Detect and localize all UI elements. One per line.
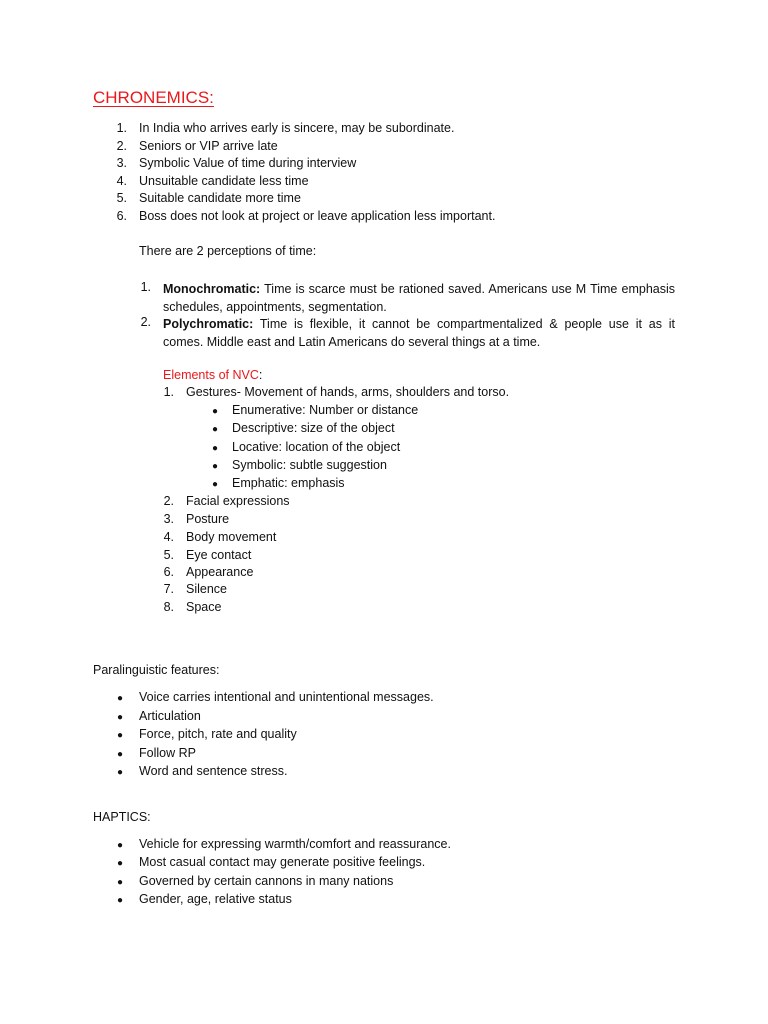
bullet-icon: ● — [116, 840, 124, 851]
list-number: 3. — [116, 156, 127, 170]
list-item: Boss does not look at project or leave application less important. — [139, 209, 496, 223]
haptics-heading: HAPTICS: — [93, 810, 151, 824]
perception-term: Monochromatic: — [163, 282, 261, 296]
paralinguistic-heading: Paralinguistic features: — [93, 663, 220, 677]
list-number: 7. — [163, 582, 174, 596]
list-number: 3. — [163, 512, 174, 526]
list-item: Eye contact — [186, 548, 252, 562]
list-number: 2. — [163, 494, 174, 508]
gesture-type: Symbolic: subtle suggestion — [232, 458, 387, 472]
list-item: Articulation — [139, 709, 201, 723]
list-number: 5. — [163, 548, 174, 562]
list-item: Space — [186, 600, 222, 614]
list-item: Voice carries intentional and unintentional messages. — [139, 690, 434, 704]
list-number: 1. — [163, 385, 174, 399]
list-item: Follow RP — [139, 746, 196, 760]
list-item: Suitable candidate more time — [139, 191, 301, 205]
bullet-icon: ● — [211, 461, 219, 472]
gesture-type: Descriptive: size of the object — [232, 421, 395, 435]
list-item: Most casual contact may generate positive feelings. — [139, 855, 426, 869]
list-number: 1. — [116, 121, 127, 135]
list-number: 8. — [163, 600, 174, 614]
list-number: 4. — [116, 174, 127, 188]
list-item: Symbolic Value of time during interview — [139, 156, 357, 170]
list-item: Gestures- Movement of hands, arms, shoulders and torso. — [186, 385, 510, 399]
nvc-heading-text: Elements of NVC — [163, 368, 259, 382]
bullet-icon: ● — [211, 424, 219, 435]
list-number: 6. — [163, 565, 174, 579]
list-number: 2. — [140, 315, 151, 329]
bullet-icon: ● — [211, 479, 219, 490]
bullet-icon: ● — [116, 877, 124, 888]
list-number: 2. — [116, 139, 127, 153]
list-item: Appearance — [186, 565, 254, 579]
perceptions-intro: There are 2 perceptions of time: — [139, 244, 317, 258]
bullet-icon: ● — [116, 730, 124, 741]
bullet-icon: ● — [116, 858, 124, 869]
gesture-type: Emphatic: emphasis — [232, 476, 345, 490]
bullet-icon: ● — [116, 895, 124, 906]
bullet-icon: ● — [116, 749, 124, 760]
perception-polychromatic — [163, 315, 675, 351]
list-item: Body movement — [186, 530, 277, 544]
perception-monochromatic — [163, 280, 675, 316]
list-item: Governed by certain cannons in many nations — [139, 874, 394, 888]
bullet-icon: ● — [211, 443, 219, 454]
list-item: In India who arrives early is sincere, may be subordinate. — [139, 121, 455, 135]
nvc-heading — [163, 368, 262, 382]
perception-text: Time is flexible, it cannot be compartmentalized & people use it as it comes. Middle east and Latin Americans do several things at a time. — [163, 317, 675, 349]
list-item: Force, pitch, rate and quality — [139, 727, 297, 741]
list-number: 6. — [116, 209, 127, 223]
list-item: Unsuitable candidate less time — [139, 174, 309, 188]
list-item: Gender, age, relative status — [139, 892, 292, 906]
page-title: CHRONEMICS: — [93, 88, 214, 107]
bullet-icon: ● — [211, 406, 219, 417]
list-item: Seniors or VIP arrive late — [139, 139, 278, 153]
nvc-heading-colon: : — [258, 368, 263, 382]
list-number: 1. — [140, 280, 151, 294]
perception-text: Time is scarce must be rationed saved. Americans use M Time emphasis schedules, appointments, segmentation. — [163, 282, 675, 314]
gesture-type: Locative: location of the object — [232, 440, 401, 454]
list-item: Word and sentence stress. — [139, 764, 288, 778]
list-item: Silence — [186, 582, 227, 596]
list-item: Facial expressions — [186, 494, 290, 508]
perception-term: Polychromatic: — [163, 317, 254, 331]
bullet-icon: ● — [116, 693, 124, 704]
bullet-icon: ● — [116, 767, 124, 778]
bullet-icon: ● — [116, 712, 124, 723]
list-item: Posture — [186, 512, 230, 526]
list-number: 5. — [116, 191, 127, 205]
list-item: Vehicle for expressing warmth/comfort and reassurance. — [139, 837, 451, 851]
gesture-type: Enumerative: Number or distance — [232, 403, 419, 417]
list-number: 4. — [163, 530, 174, 544]
